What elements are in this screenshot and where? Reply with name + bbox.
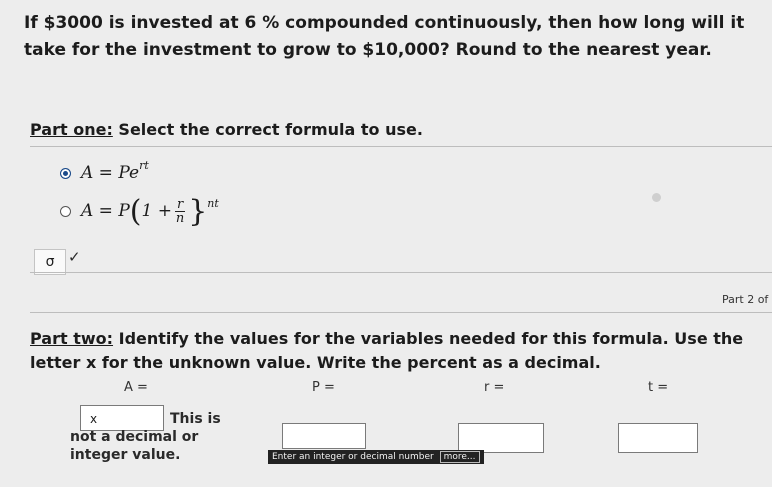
part-one-label: Part one: (30, 120, 113, 139)
fraction-numerator: r (176, 196, 184, 212)
part-two-instruction: Identify the values for the variables needed for this formula. Use the letter x for the unknown value. Write the percent as a decimal. (30, 329, 744, 372)
formula-compound-one-plus: 1 + (141, 201, 172, 221)
formula-continuous-exponent: rt (139, 158, 149, 172)
input-tooltip (268, 450, 484, 464)
divider (30, 272, 772, 273)
check-icon: ✓ (68, 248, 81, 266)
divider (30, 146, 772, 147)
formula-compound-left: A = P (81, 201, 130, 221)
t-input[interactable] (618, 423, 698, 453)
formula-continuous-text: A = Pe (81, 163, 140, 183)
a-note: This is not a decimal or integer value. (70, 411, 221, 463)
label-t: t = (648, 380, 669, 395)
part-one-heading (30, 120, 423, 139)
tooltip-text: Enter an integer or decimal number (272, 452, 434, 462)
formula-option-compound[interactable] (60, 194, 219, 229)
radio-unselected-icon[interactable] (60, 206, 71, 217)
p-input[interactable] (282, 423, 366, 449)
fraction-denominator: n (175, 210, 185, 226)
a-input[interactable]: x (80, 405, 164, 431)
r-input[interactable] (458, 423, 544, 453)
label-p: P = (312, 380, 335, 395)
label-r: r = (484, 380, 505, 395)
label-a: A = (124, 380, 148, 395)
sigma-icon: σ (45, 254, 55, 270)
formula-compound-close-paren: } (188, 194, 208, 229)
formula-compound-fraction (175, 198, 185, 225)
dot-decoration (652, 193, 661, 202)
tooltip-more-button[interactable]: more... (440, 451, 480, 463)
part-one-instruction: Select the correct formula to use. (118, 120, 423, 139)
formula-compound-open-paren: ( (129, 194, 142, 229)
question-text: If $3000 is invested at 6 % compounded continuously, then how long will it take for the investment to grow to $10,000? Round to the nearest year. (24, 13, 745, 60)
part-two-label: Part two: (30, 329, 114, 348)
radio-selected-icon[interactable] (60, 168, 71, 179)
part-indicator: Part 2 of (722, 293, 769, 306)
formula-compound-exponent: nt (207, 196, 219, 210)
formula-option-continuous[interactable] (60, 158, 149, 183)
part-two-heading (30, 327, 770, 375)
divider (30, 312, 772, 313)
